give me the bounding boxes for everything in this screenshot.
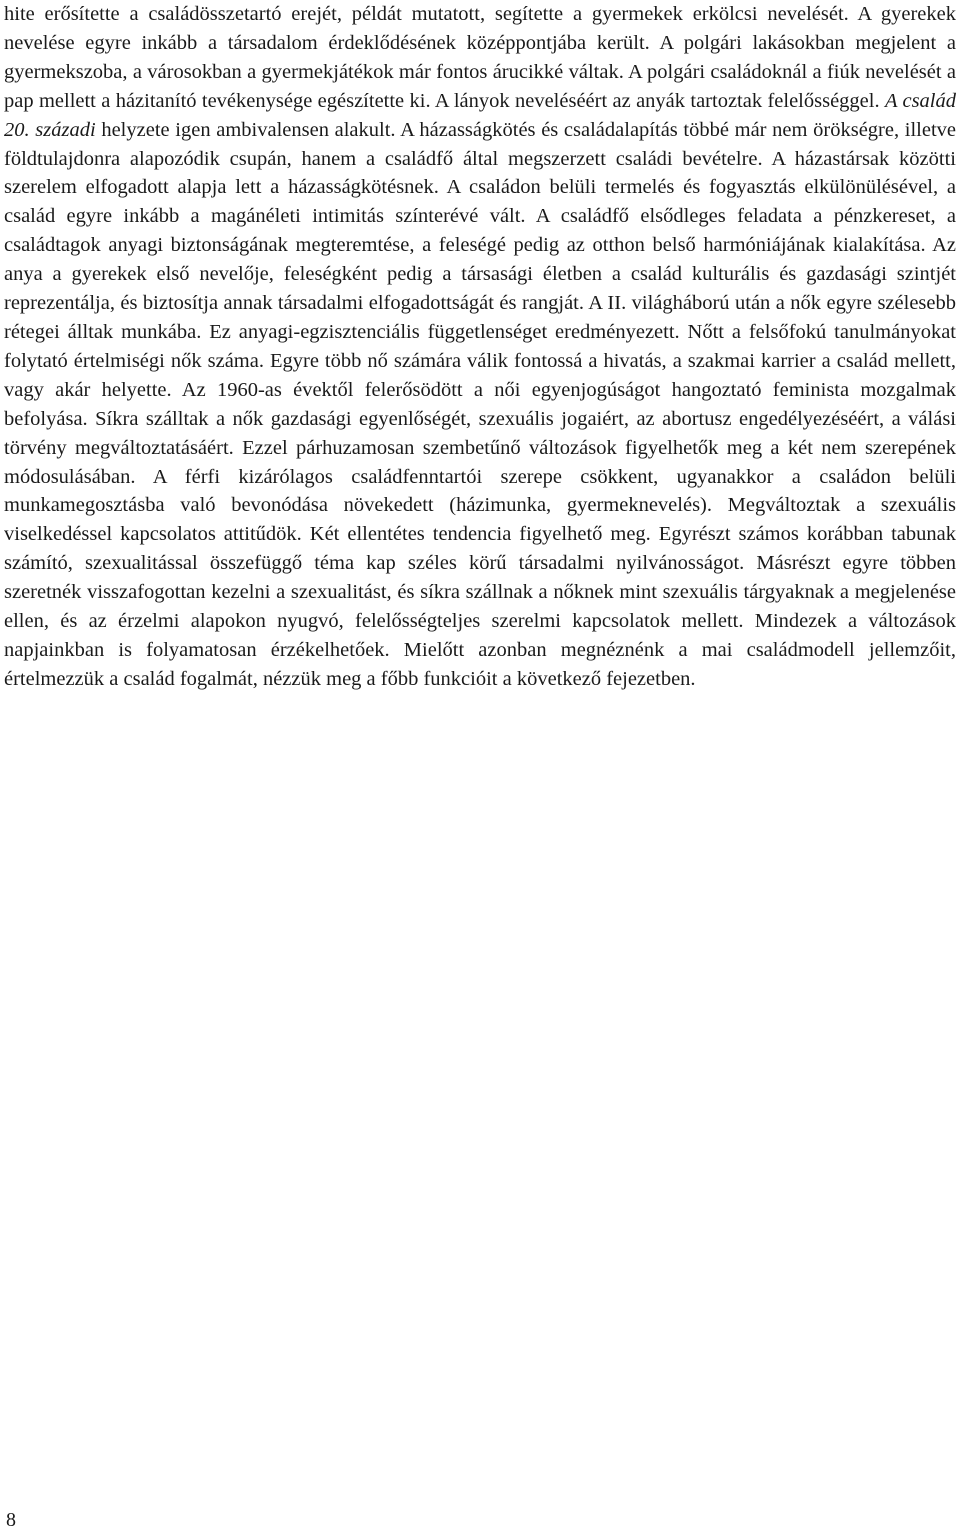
page-number: 8 — [6, 1509, 16, 1531]
italic-phrase: A család 20. századi — [4, 89, 956, 141]
document-page — [4, 0, 956, 694]
paragraph-text-part-2: helyzete igen ambivalensen alakult. A házasságkötés és családalapítás többé már nem örökségre, illetve földtulajdonra alapozódik csupán, hanem a családfő által megszerzett családi bevételre. A házastársak közötti szerelem elfogadott alapja lett a házasságkötésnek. A családon belüli termelés és fogyasztás elkülönülésével, a család egyre inkább a magánéleti intimitás színterévé vált. A családfő elsődleges feladata a pénzkereset, a családtagok anyagi biztonságának megteremtése, a feleségé pedig az otthon belső harmóniájának kialakítása. Az anya a gyerekek első nevelője, feleségként pedig a társasági életben a család kulturális és gazdasági szintjét reprezentálja, és biztosítja annak társadalmi elfogadottságát és rangját. A II. világháború után a nők egyre szélesebb rétegei álltak munkába. Ez anyagi-egzisztenciális függetlenséget eredményezett. Nőtt a felsőfokú tanulmányokat folytató értelmiségi nők száma. Egyre több nő számára válik fontossá a hivatás, a szakmai karrier a család mellett, vagy akár helyette. Az 1960-as évektől felerősödött a női egyenjogúságot hangoztató feminista mozgalmak befolyása. Síkra szálltak a nők gazdasági egyenlőségét, szexuális jogaiért, az abortusz engedélyezéséért, a válási törvény megváltoztatásáért. Ezzel párhuzamosan szembetűnő változások figyelhetők meg a két nem szerepének módosulásában. A férfi kizárólagos családfenntartói szerepe csökkent, ugyanakkor a családon belüli munkamegosztásba való bevonódása növekedett (házimunka, gyermeknevelés). Megváltoztak a szexuális viselkedéssel kapcsolatos attitűdök. Két ellentétes tendencia figyelhető meg. Egyrészt számos korábban tabunak számító, szexualitással összefüggő téma kap széles körű társadalmi nyilvánosságot. Másrészt egyre többen szeretnék visszafogottan kezelni a szexualitást, és síkra szállnak a nőknek mint szexuális tárgyaknak a megjelenése ellen, és az érzelmi alapokon nyugvó, felelősségteljes szerelmi kapcsolatok mellett. Mindezek a változások napjainkban is folyamatosan érzékelhetőek. Mielőtt azonban megnéznénk a mai családmodell jellemzőit, értelmezzük a család fogalmát, nézzük meg a főbb funkcióit a következő fejezetben. — [4, 118, 956, 690]
body-paragraph — [4, 0, 956, 694]
paragraph-text-part-1: hite erősítette a családösszetartó erejét, példát mutatott, segítette a gyermekek erkölcsi nevelését. A gyerekek nevelése egyre inkább a társadalom érdeklődésének középpontjába került. A polgári lakásokban megjelent a gyermekszoba, a városokban a gyermekjátékok már fontos árucikké váltak. A polgári családoknál a fiúk nevelését a pap mellett a házitanító tevékenysége egészítette ki. A lányok neveléséért az anyák tartoztak felelősséggel. — [4, 3, 956, 112]
